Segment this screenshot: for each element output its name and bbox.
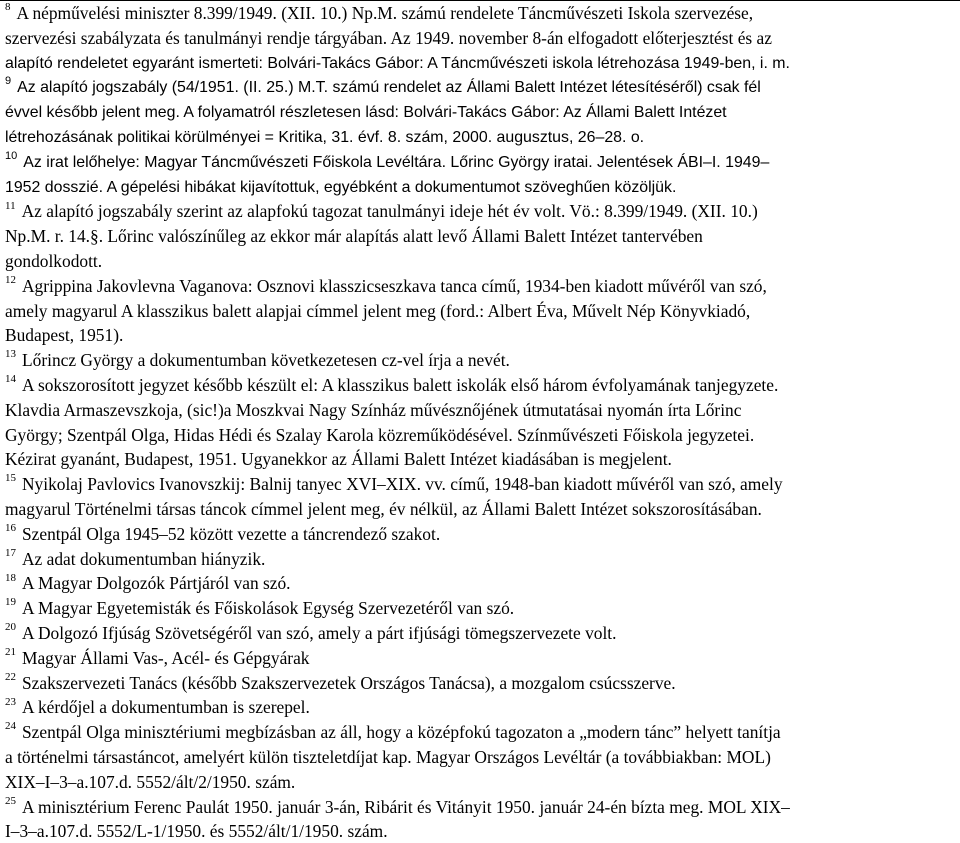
footnote-continuation-line [5,52,790,75]
footnote-continuation-line [5,746,771,769]
footnote-22 [5,672,676,695]
footnote-text: György; Szentpál Olga, Hidas Hédi és Szalay Karola közreműködésével. Színművészeti Főiskola jegyzetei. [5,424,755,445]
footnote-continuation-line [5,771,295,794]
footnote-18 [5,572,291,595]
footnote-text: alapító rendeletet egyaránt ismerteti: Bolvári-Takács Gábor: A Táncművészeti iskola létrehozása 1949-ben, i. m. [5,54,790,72]
footnote-25 [5,796,790,819]
footnote-continuation-line [5,176,676,199]
footnote-10 [5,151,769,174]
footnote-continuation-line [5,250,102,273]
footnote-text: létrehozásának politikai körülményei = Kritika, 31. évf. 8. szám, 2000. augusztus, 26–28. o. [5,129,645,146]
footnote-number: 22 [5,670,16,683]
footnote-text: 1952 dosszié. A gépelési hibákat kijavítottuk, egyébként a dokumentumot szöveghűen közöljük. [5,178,677,196]
footnote-text: Szentpál Olga minisztériumi megbízásban az áll, hogy a középfokú tagozaton a „modern tánc” helyett tanítja [22,722,781,743]
footnote-text: Klavdia Armaszevszkoja, (sic!)a Moszkvai Nagy Színház művésznőjének útmutatásai nyomán írta Lőrinc [5,399,742,420]
footnote-16 [5,523,440,546]
footnote-text: magyarul Történelmi társas táncok címmel jelent meg, év nélkül, az Állami Balett Intézet sokszorosításában. [5,499,762,519]
footnote-number: 23 [5,695,16,708]
footnote-continuation-line [5,820,388,843]
footnote-text: évvel később jelent meg. A folyamatról részletesen lásd: Bolvári-Takács Gábor: Az Állami Balett Intézet [5,104,727,122]
footnote-9 [5,76,761,99]
footnote-text: Az alapító jogszabály (54/1951. (II. 25.) M.T. számú rendelet az Állami Balett Intézet létesítéséről) csak fél [17,79,761,97]
footnote-text: Szakszervezeti Tanács (később Szakszervezetek Országos Tanácsa), a mozgalom csúcsszerve. [22,672,676,693]
footnote-24 [5,721,781,744]
footnote-text: Az alapító jogszabály szerint az alapfokú tagozat tanulmányi ideje hét év volt. Vö.: 8.399/1949. (XII. 10.) [21,201,758,222]
footnote-number: 21 [5,646,16,658]
footnote-continuation-line [5,498,762,521]
footnote-continuation-line [5,448,672,471]
footnote-number: 10 [5,149,18,162]
footnote-continuation-line [5,300,750,323]
footnote-text: A minisztérium Ferenc Paulát 1950. január 3-án, Ribárit és Vitányit 1950. január 24-én bízta meg. MOL XIX– [22,796,790,817]
top-rule [0,0,960,1]
footnote-number: 19 [5,596,16,609]
footnote-number: 20 [5,621,16,634]
footnote-text: amely magyarul A klasszikus balett alapjai címmel jelent meg (ford.: Albert Éva, Művelt Nép Könyvkiadó, [5,300,751,321]
footnote-continuation-line [5,399,741,422]
footnote-21 [5,647,310,670]
footnote-12 [5,275,767,298]
footnote-number: 18 [5,571,16,584]
footnote-text: A népművelési miniszter 8.399/1949. (XII. 10.) Np.M. számú rendelete Táncművészeti Iskola szervezése, [16,3,754,23]
footnote-11 [5,200,758,223]
footnote-text: A Magyar Dolgozók Pártjáról van szó. [22,573,291,594]
footnote-15 [5,473,783,496]
footnote-14 [5,374,778,397]
footnote-text: XIX–I–3–a.107.d. 5552/ált/2/1950. szám. [5,771,296,792]
footnote-13 [5,349,510,372]
footnote-text: A Magyar Egyetemisták és Főiskolások Egység Szervezetéről van szó. [22,598,515,619]
footnote-text: Szentpál Olga 1945–52 között vezette a táncrendező szakot. [22,523,441,544]
footnote-19 [5,597,514,620]
footnote-number: 25 [5,794,16,807]
footnote-number: 15 [5,472,16,485]
footnote-text: Kézirat gyanánt, Budapest, 1951. Ugyanekkor az Állami Balett Intézet kiadásában is megjelent. [5,449,672,470]
footnote-number: 12 [5,274,16,286]
footnote-20 [5,622,616,645]
footnote-text: Az irat lelőhelye: Magyar Táncművészeti Főiskola Levéltára. Lőrinc György iratai. Jelentések ÁBI–I. 1949– [23,153,770,171]
footnote-text: Az adat dokumentumban hiányzik. [22,548,266,569]
footnote-continuation-line [5,27,772,50]
footnote-continuation-line [5,101,727,124]
footnote-number: 9 [5,75,12,88]
footnote-text: Agrippina Jakovlevna Vaganova: Osznovi klasszicseszkava tanca című, 1934-ben kiadott művéről van szó, [22,275,767,296]
footnote-number: 16 [5,522,16,534]
footnote-text: Budapest, 1951). [5,325,124,346]
footnote-text: Nyikolaj Pavlovics Ivanovszkij: Balnij tanyec XVI–XIX. vv. című, 1948-ban kiadott művéről van szó, amely [22,474,783,495]
footnote-continuation-line [5,324,123,347]
footnote-text: A kérdőjel a dokumentumban is szerepel. [22,697,310,718]
footnote-text: Lőrincz György a dokumentumban következetesen cz-vel írja a nevét. [22,350,510,371]
footnote-number: 24 [5,720,16,733]
footnote-number: 13 [5,348,16,361]
footnote-continuation-line [5,126,644,149]
footnote-number: 8 [5,1,11,14]
footnote-number: 14 [5,373,16,386]
footnote-17 [5,548,265,571]
footnote-text: Magyar Állami Vas-, Acél- és Gépgyárak [22,647,310,668]
footnote-number: 11 [5,199,16,212]
footnote-text: A Dolgozó Ifjúság Szövetségéről van szó, amely a párt ifjúsági tömegszervezete volt. [22,623,617,643]
footnote-number: 17 [5,546,16,559]
footnote-text: A sokszorosított jegyzet később készült el: A klasszikus balett iskolák első három évfolyamának tanjegyzete. [22,375,779,395]
footnote-8 [5,2,753,25]
footnote-continuation-line [5,424,754,447]
footnote-text: a történelmi társastáncot, amelyért külön tiszteletdíjat kap. Magyar Országos Levéltár (a továbbiakban: MOL) [5,747,771,767]
footnote-text: szervezési szabályzata és tanulmányi rendje tárgyában. Az 1949. november 8-án elfogadott előterjesztést és az [5,27,772,48]
footnote-text: Np.M. r. 14.§. Lőrinc valószínűleg az ekkor már alapítás alatt levő Állami Balett Intézet tantervében [5,226,703,247]
footnote-text: I–3–a.107.d. 5552/L-1/1950. és 5552/ált/1/1950. szám. [5,821,388,842]
footnote-text: gondolkodott. [5,251,103,271]
footnote-continuation-line [5,225,703,248]
footnote-23 [5,696,310,719]
